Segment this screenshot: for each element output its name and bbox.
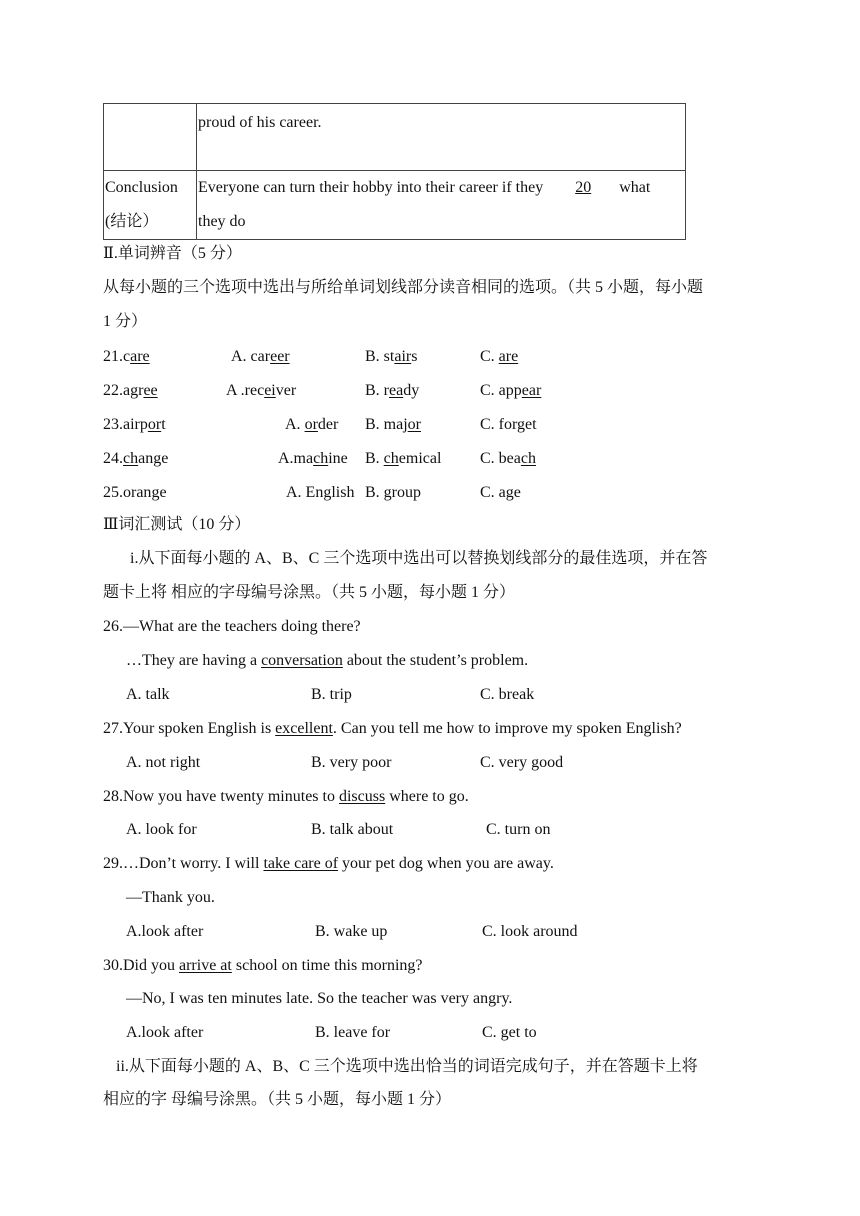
option-a[interactable] <box>285 415 338 435</box>
text-part: e <box>159 484 167 501</box>
table-cell-content <box>197 104 686 171</box>
phonetics-question-21 <box>103 347 150 367</box>
text-part: der <box>317 416 339 433</box>
option-c[interactable]: C. break <box>480 686 535 703</box>
text-part: e <box>513 484 521 501</box>
option-b[interactable] <box>365 347 417 367</box>
blank-20[interactable]: 20 <box>575 179 592 196</box>
option-c[interactable]: C. turn on <box>486 821 551 838</box>
text-part: your pet dog when you are away. <box>338 855 554 872</box>
text-part: t <box>161 416 166 433</box>
text-part: 27.Your spoken English is <box>103 720 276 737</box>
text-part: where to go. <box>385 788 469 805</box>
option-a[interactable] <box>226 381 296 401</box>
option-c[interactable]: C. get to <box>482 1024 537 1041</box>
option-c[interactable] <box>480 483 521 503</box>
underlined-letters: ch <box>520 450 536 467</box>
underlined-letters: ch <box>313 450 329 467</box>
text-part: A .rec <box>226 382 265 399</box>
conclusion-label-cn: (结论） <box>105 213 159 230</box>
text-part: C. bea <box>480 450 521 467</box>
table-cell-text: proud of his career. <box>198 114 322 131</box>
phonetics-question-22 <box>103 381 158 401</box>
underlined-letters: g <box>323 484 332 501</box>
underlined-letters: or <box>304 416 318 433</box>
question-28 <box>103 787 469 807</box>
underlined-letters: are <box>130 348 150 365</box>
option-a[interactable]: A. not right <box>126 754 201 771</box>
section-title: Ⅱ.单词辨音（5 分） <box>103 245 242 262</box>
table-cell-label <box>104 171 197 240</box>
phonetics-question-23 <box>103 415 166 435</box>
underlined-letters: g <box>517 416 526 433</box>
text-part: dy <box>403 382 420 399</box>
summary-table <box>103 103 686 240</box>
option-a[interactable]: A. look for <box>126 821 197 838</box>
conclusion-text <box>198 171 685 205</box>
underlined-letters: or <box>407 416 421 433</box>
option-c[interactable] <box>480 381 541 401</box>
option-a[interactable] <box>231 347 290 367</box>
underlined-letters: air <box>394 348 412 365</box>
underlined-word: discuss <box>338 788 386 805</box>
question-30-line2: —No, I was ten minutes late. So the teacher was very angry. <box>126 990 513 1007</box>
option-c[interactable] <box>480 347 518 367</box>
underlined-letters: ee <box>143 382 158 399</box>
text-part: about the student’s problem. <box>342 652 529 669</box>
text-part: B. <box>365 450 384 467</box>
phonetics-question-25 <box>103 483 167 503</box>
option-a[interactable] <box>278 449 348 469</box>
text-part: B. <box>365 484 384 501</box>
question-number: 25. <box>103 484 123 501</box>
instruction-text: ii.从下面每小题的 A、B、C 三个选项中选出恰当的词语完成句子，并在答题卡上将 <box>116 1058 698 1075</box>
instruction-text: 1 分） <box>103 313 148 330</box>
instruction-text: 相应的字 母编号涂黑。（共 5 小题，每小题 1 分） <box>103 1091 452 1108</box>
question-26: 26.—What are the teachers doing there? <box>103 618 361 635</box>
underlined-letters: ei <box>264 382 276 399</box>
table-row <box>104 171 686 240</box>
text-part: school on time this morning? <box>231 957 423 974</box>
underlined-letters: ch <box>123 450 139 467</box>
underlined-word: conversation <box>261 652 343 669</box>
text-part: 28.Now you have twenty minutes to <box>103 788 339 805</box>
text-part: B. st <box>365 348 395 365</box>
option-b[interactable]: B. talk about <box>311 821 394 838</box>
option-b[interactable] <box>365 381 419 401</box>
question-26-line2 <box>126 651 528 671</box>
underlined-letters: eer <box>270 348 290 365</box>
question-number: 22. <box>103 382 123 399</box>
text-part: s <box>411 348 418 365</box>
question-27 <box>103 719 682 739</box>
question-number: 23. <box>103 416 123 433</box>
text-part: c <box>123 348 131 365</box>
option-b[interactable] <box>365 415 421 435</box>
underlined-letters: ear <box>521 382 542 399</box>
table-cell-content <box>197 171 686 240</box>
text-part: A. <box>285 416 305 433</box>
phonetics-question-24 <box>103 449 168 469</box>
option-b[interactable]: B. leave for <box>315 1024 391 1041</box>
text-part: roup <box>391 484 421 501</box>
option-a[interactable]: A.look after <box>126 923 204 940</box>
instruction-text: 从每小题的三个选项中选出与所给单词划线部分读音相同的选项。（共 5 小题，每小题 <box>103 279 704 296</box>
option-a[interactable]: A.look after <box>126 1024 204 1041</box>
underlined-letters: or <box>147 416 162 433</box>
text-part: A.ma <box>278 450 314 467</box>
option-b[interactable]: B. very poor <box>311 754 392 771</box>
option-b[interactable]: B. trip <box>311 686 352 703</box>
text-part: airp <box>123 416 148 433</box>
text-part: C. app <box>480 382 522 399</box>
text-part: oran <box>123 484 152 501</box>
underlined-word: excellent <box>275 720 333 737</box>
table-row <box>104 104 686 171</box>
text-part: 30.Did you <box>103 957 179 974</box>
text-part: B. maj <box>365 416 408 433</box>
text-part: A. En <box>286 484 324 501</box>
underlined-letters: g <box>383 484 392 501</box>
option-a[interactable]: A. talk <box>126 686 170 703</box>
text-part: emical <box>398 450 442 467</box>
underlined-word: arrive at <box>179 957 232 974</box>
text-part: …They are having a <box>126 652 262 669</box>
option-a[interactable] <box>286 483 354 503</box>
instruction-text: i.从下面每小题的 A、B、C 三个选项中选出可以替换划线部分的最佳选项，并在答 <box>130 550 708 567</box>
conclusion-text-line2: they do <box>198 213 246 230</box>
conclusion-text-part: Everyone can turn their hobby into their career if they <box>198 179 544 196</box>
text-part: lish <box>331 484 355 501</box>
text-part: ange <box>138 450 169 467</box>
text-part: 29.…Don’t worry. I will <box>103 855 264 872</box>
text-part: et <box>525 416 537 433</box>
text-part: ine <box>328 450 348 467</box>
text-part: agr <box>123 382 144 399</box>
text-part: ver <box>275 382 297 399</box>
option-b[interactable]: B. wake up <box>315 923 388 940</box>
underlined-letters: ea <box>389 382 404 399</box>
conclusion-text-part: what <box>619 179 651 196</box>
table-cell-label <box>104 104 197 171</box>
option-c[interactable]: C. look around <box>482 923 578 940</box>
underlined-letters: ch <box>383 450 399 467</box>
option-c[interactable]: C. very good <box>480 754 564 771</box>
underlined-word: take care of <box>263 855 339 872</box>
text-part: C. a <box>480 484 506 501</box>
underlined-letters: g <box>151 484 160 501</box>
question-number: 21. <box>103 348 123 365</box>
option-c[interactable] <box>480 449 536 469</box>
text-part: A. car <box>231 348 271 365</box>
option-b[interactable] <box>365 449 441 469</box>
question-29 <box>103 854 554 874</box>
text-part: . Can you tell me how to improve my spoken English? <box>332 720 682 737</box>
option-c[interactable] <box>480 415 537 435</box>
text-part: B. r <box>365 382 389 399</box>
option-b[interactable] <box>365 483 421 503</box>
text-part: C. for <box>480 416 518 433</box>
question-number: 24. <box>103 450 123 467</box>
underlined-letters: are <box>498 348 519 365</box>
section-title: Ⅲ词汇测试（10 分） <box>103 516 251 533</box>
underlined-letters: g <box>505 484 514 501</box>
question-29-line2: —Thank you. <box>126 889 215 906</box>
text-part: C. <box>480 348 499 365</box>
conclusion-label: Conclusion <box>105 179 178 196</box>
instruction-text: 题卡上将 相应的字母编号涂黑。（共 5 小题，每小题 1 分） <box>103 584 516 601</box>
question-30 <box>103 956 423 976</box>
